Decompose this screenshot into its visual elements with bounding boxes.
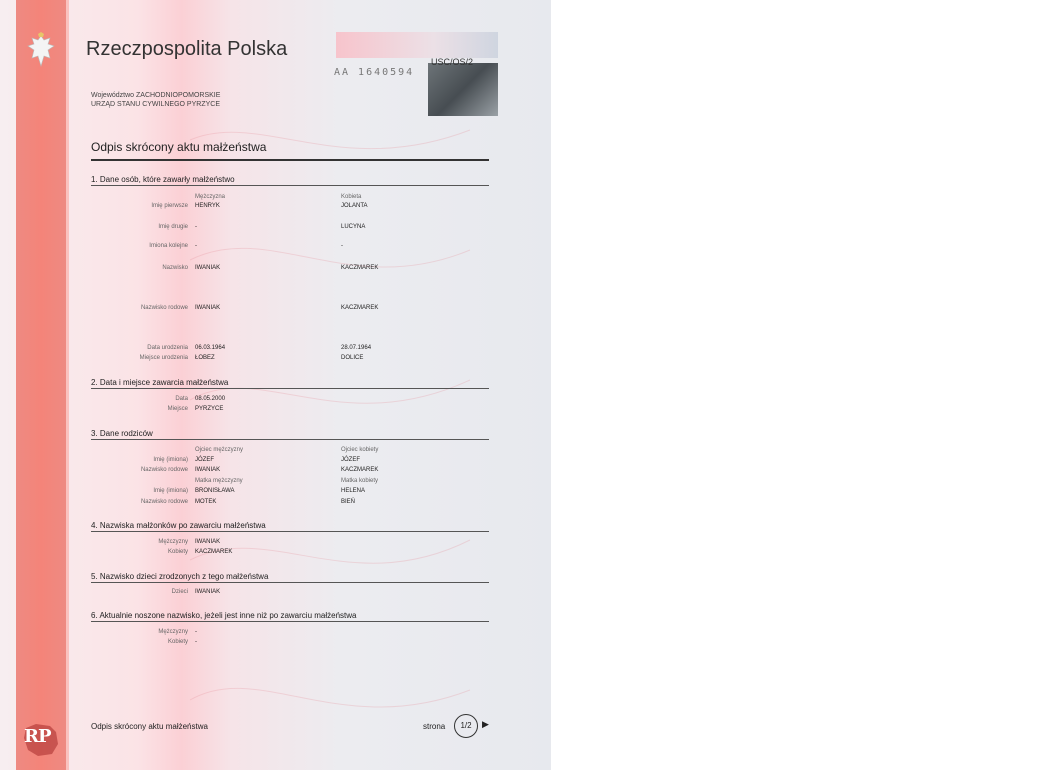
document-serial: AA 1640594 [334, 67, 415, 78]
section-3-rule [91, 439, 489, 440]
field-label: Nazwisko rodowe [140, 305, 188, 311]
col-woman-header: Kobieta [341, 194, 362, 200]
man-value: IWANIAK [195, 467, 221, 473]
section-2-title: 2. Data i miejsce zawarcia małżeństwa [91, 378, 229, 387]
father-man-header: Ojciec mężczyzny [195, 447, 244, 453]
man-value: IWANIAK [195, 265, 221, 271]
field-label: Imię pierwsze [151, 203, 188, 209]
section-1-rule [91, 185, 489, 186]
mother-woman-header: Matka kobiety [341, 478, 379, 484]
title-rule [91, 159, 489, 161]
security-strip [336, 32, 498, 58]
section-4-title: 4. Nazwiska małżonków po zawarciu małżeństwa [91, 521, 266, 530]
red-side-band [16, 0, 66, 770]
man-value: - [195, 224, 197, 230]
woman-value: BIEŃ [341, 499, 356, 505]
field-label: Imię (imiona) [153, 457, 188, 463]
section-5-title: 5. Nazwisko dzieci zrodzonych z tego małżeństwa [91, 572, 269, 581]
field-value: IWANIAK [195, 539, 221, 545]
woman-value: KACZMAREK [341, 265, 379, 271]
field-label: Kobiety [167, 549, 188, 555]
woman-value: KACZMAREK [341, 305, 379, 311]
section-6-rule [91, 621, 489, 622]
col-man-header: Mężczyzna [195, 194, 226, 200]
father-woman-header: Ojciec kobiety [341, 447, 379, 453]
section-2-rule [91, 388, 489, 389]
field-label: Data [175, 396, 188, 402]
field-label: Miejsce [167, 406, 188, 412]
rp-logo-text: RP [24, 726, 51, 747]
field-label: Imię drugie [158, 224, 188, 230]
document-title: Odpis skrócony aktu małżeństwa [91, 140, 267, 154]
section-6-title: 6. Aktualnie noszone nazwisko, jeżeli jest inne niż po zawarciu małżeństwa [91, 611, 357, 620]
woman-value: JÓZEF [341, 457, 360, 463]
field-label: Nazwisko rodowe [140, 467, 188, 473]
section-1-title: 1. Dane osób, które zawarły małżeństwo [91, 175, 235, 184]
woman-value: DOLICE [341, 355, 364, 361]
field-value: KACZMAREK [195, 549, 233, 555]
next-page-arrow-icon[interactable]: ▶ [482, 720, 489, 730]
field-label: Nazwisko rodowe [140, 499, 188, 505]
man-value: BRONISŁAWA [195, 488, 235, 494]
field-value: 08.05.2000 [195, 396, 226, 402]
field-value: IWANIAK [195, 589, 221, 595]
man-value: JÓZEF [195, 457, 214, 463]
field-label: Imię (imiona) [153, 488, 188, 494]
field-label: Mężczyzny [158, 629, 188, 635]
footer-title: Odpis skrócony aktu małżeństwa [91, 722, 208, 731]
man-value: IWANIAK [195, 305, 221, 311]
field-value: - [195, 629, 197, 635]
woman-value: - [341, 243, 343, 249]
polish-eagle-emblem [24, 32, 58, 70]
field-label: Data urodzenia [147, 345, 188, 351]
man-value: HENRYK [195, 203, 220, 209]
field-label: Nazwisko [162, 265, 188, 271]
field-label: Dzieci [171, 589, 188, 595]
field-label: Mężczyzny [158, 539, 188, 545]
woman-value: JOLANTA [341, 203, 368, 209]
man-value: - [195, 243, 197, 249]
page-word: strona [423, 722, 446, 731]
woman-value: KACZMAREK [341, 467, 379, 473]
man-value: MOTEK [195, 499, 217, 505]
country-title: Rzeczpospolita Polska [86, 38, 288, 60]
band-edge [66, 0, 69, 770]
office-label: URZĄD STANU CYWILNEGO PYRZYCE [91, 101, 220, 108]
section-4-rule [91, 531, 489, 532]
page-number: 1/2 [454, 714, 478, 738]
voivodeship-label: Województwo ZACHODNIOPOMORSKIE [91, 92, 221, 99]
field-value: - [195, 639, 197, 645]
section-3-title: 3. Dane rodziców [91, 429, 153, 438]
form-code: USC/OS/2 [431, 57, 474, 67]
field-label: Imiona kolejne [149, 243, 188, 249]
field-label: Miejsce urodzenia [139, 355, 188, 361]
field-value: PYRZYCE [195, 406, 224, 412]
woman-value: 28.07.1964 [341, 345, 372, 351]
field-label: Kobiety [167, 639, 188, 645]
mother-man-header: Matka mężczyzny [195, 478, 243, 484]
woman-value: LUCYNA [341, 224, 366, 230]
section-5-rule [91, 582, 489, 583]
hologram-seal [428, 63, 498, 116]
man-value: 06.03.1964 [195, 345, 226, 351]
man-value: ŁOBEZ [195, 355, 215, 361]
woman-value: HELENA [341, 488, 366, 494]
